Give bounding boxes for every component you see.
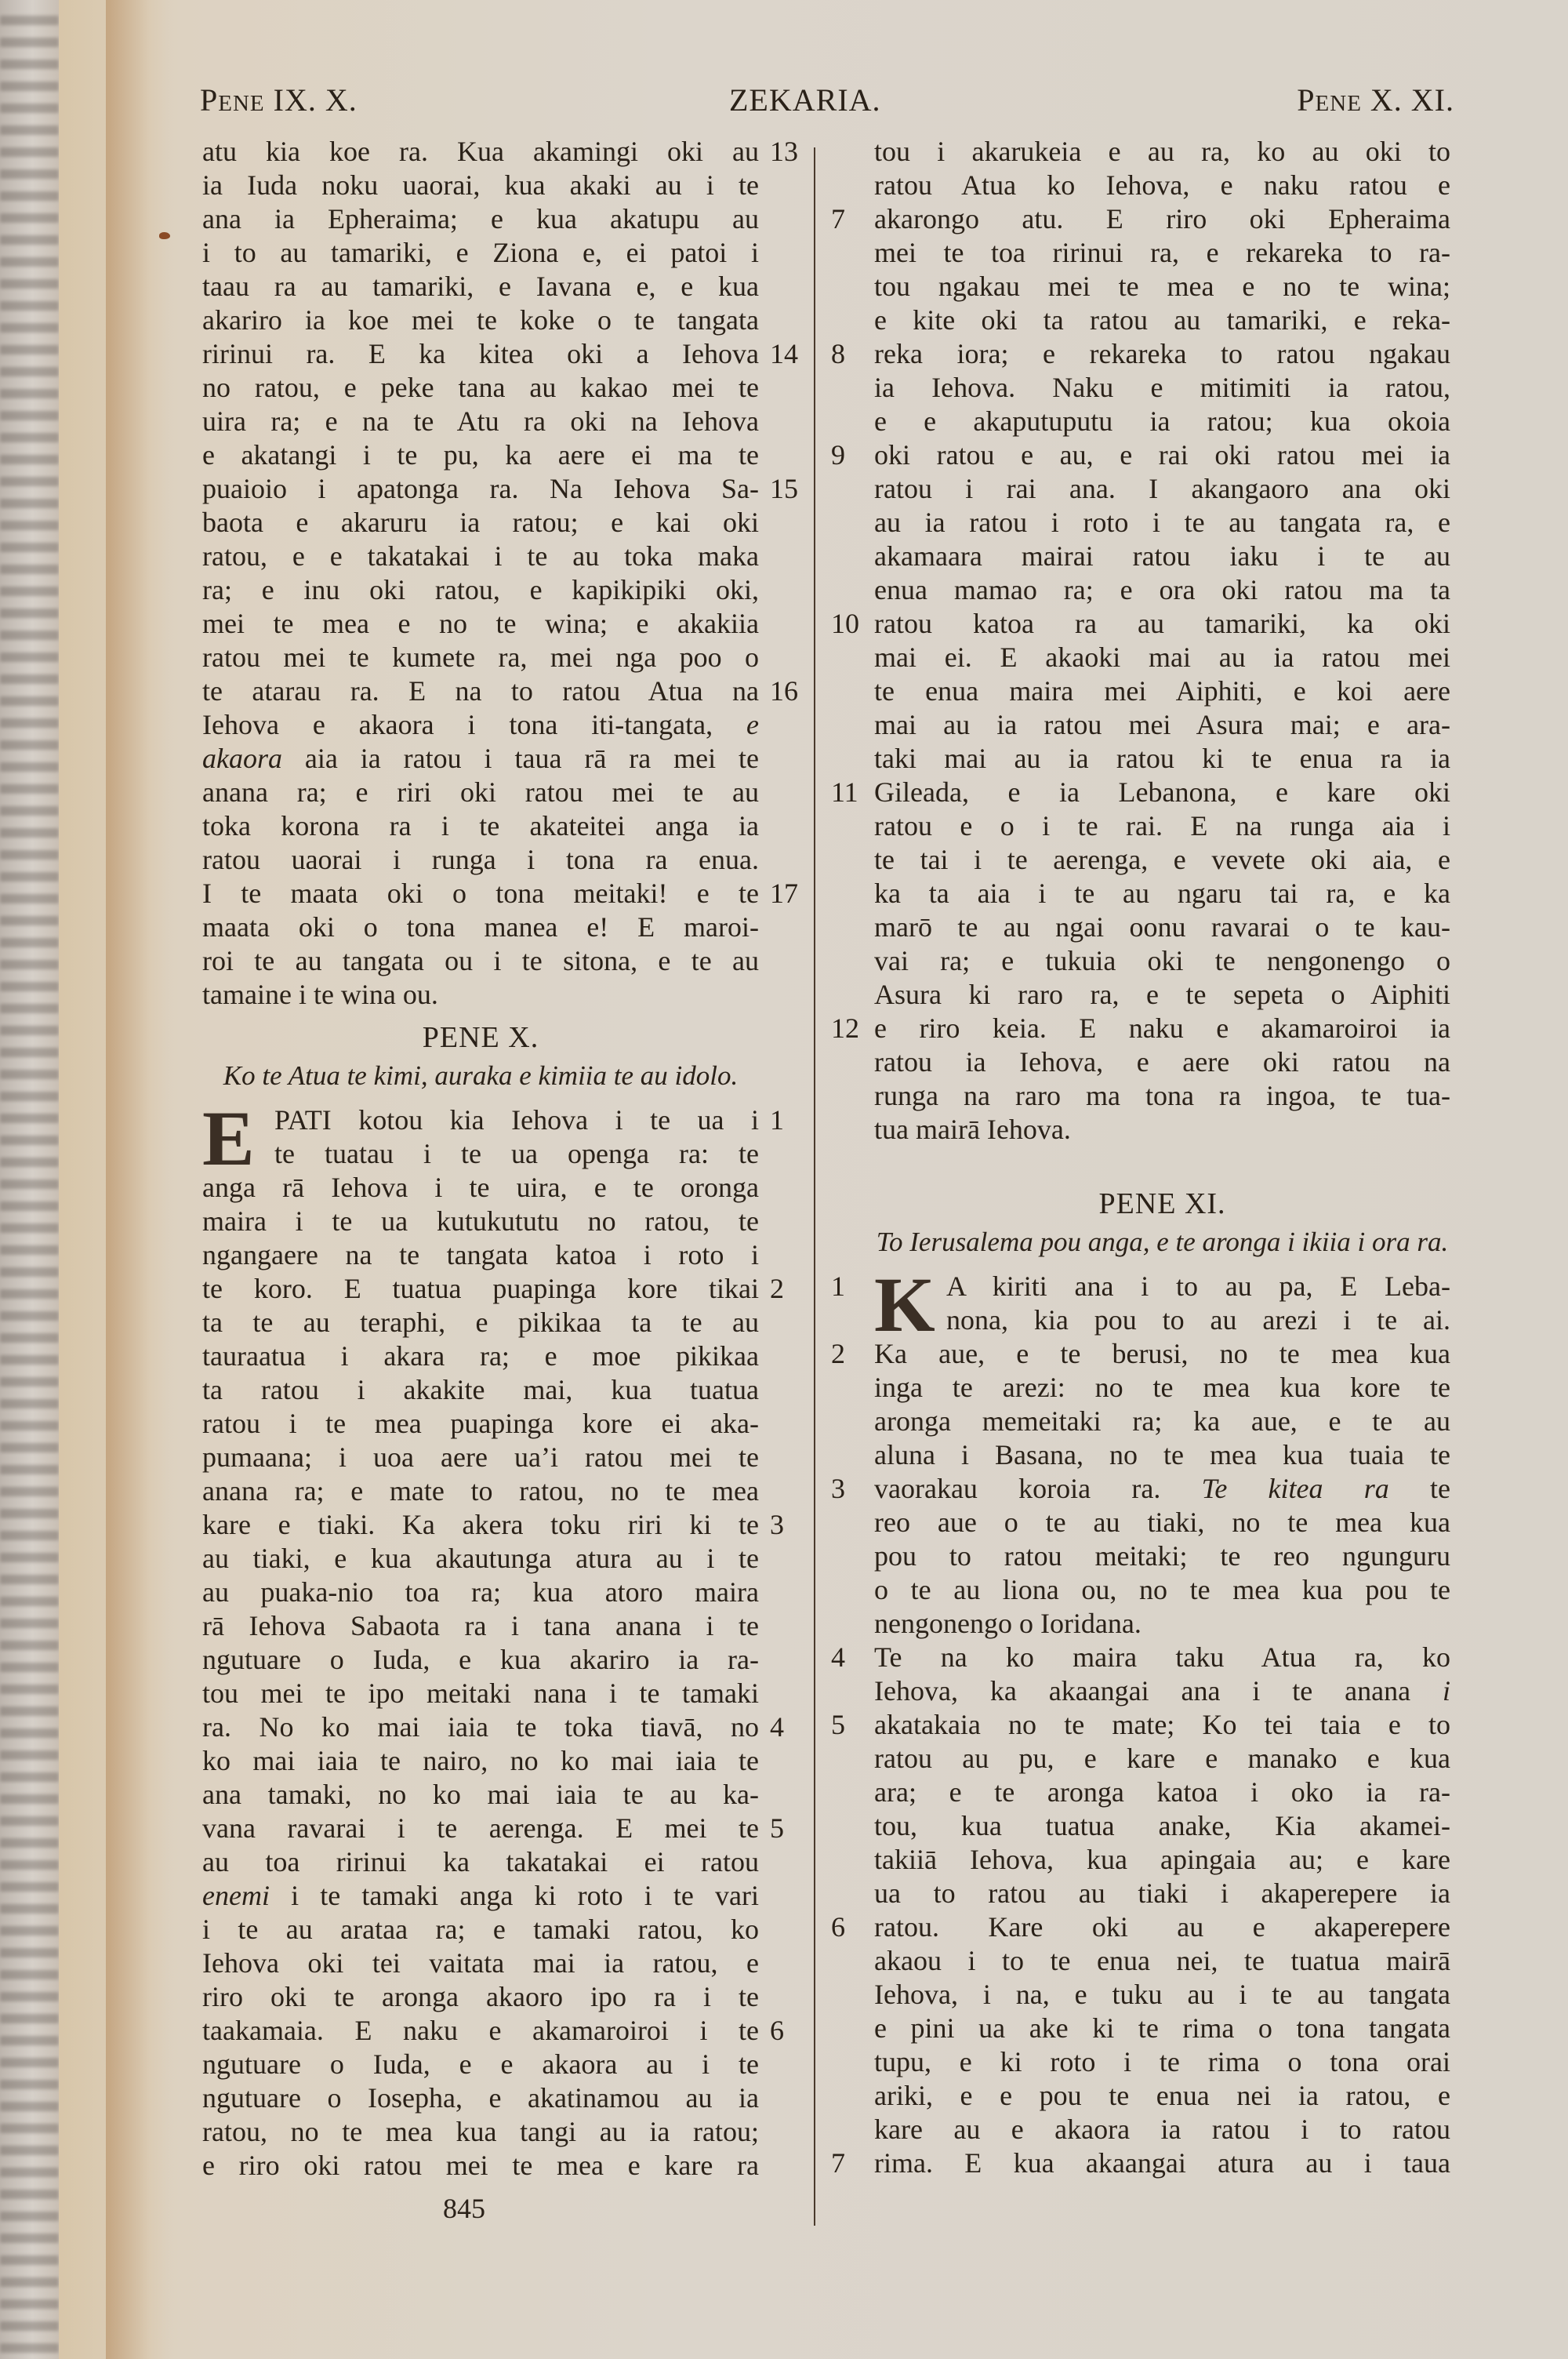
right-column <box>831 135 1450 2180</box>
left-column <box>202 135 798 2183</box>
chapter-summary-x: Ko te Atua te kimi, auraka e kimiia te au idolo. <box>223 1060 739 1091</box>
text-line <box>874 1776 1450 1809</box>
line-text: ua to ratou au tiaki i akaperepere ia <box>874 1877 1450 1909</box>
text-line <box>202 1845 759 1879</box>
verse-number: 6 <box>831 1911 845 1943</box>
text-line <box>202 270 759 304</box>
text-line <box>874 674 1450 708</box>
line-text: ratou e o i te rai. E na runga aia i <box>874 810 1450 841</box>
verse-number: 11 <box>831 776 858 808</box>
verse-number: 2 <box>831 1338 845 1369</box>
text-line <box>202 573 759 607</box>
text-line <box>874 506 1450 540</box>
verse-number: 3 <box>831 1473 845 1504</box>
line-text: ka ta aia i te au ngaru tai ra, e ka <box>874 878 1450 909</box>
text-line <box>202 2048 759 2081</box>
text-line <box>202 1576 759 1609</box>
text-line <box>874 1371 1450 1405</box>
text-line <box>831 1012 1450 1045</box>
text-line <box>874 1539 1450 1573</box>
text-line <box>874 1438 1450 1472</box>
line-text: nengonengo o Ioridana. <box>874 1608 1142 1639</box>
line-text: riro oki te aronga akaoro ipo ra i te <box>202 1981 759 2012</box>
text-line <box>202 1913 759 1946</box>
text-line <box>202 1710 784 1744</box>
text-line <box>202 877 798 911</box>
drop-cap: E <box>202 1095 255 1182</box>
chapter-xi-text <box>831 1337 1450 2180</box>
running-head-left <box>200 82 358 118</box>
line-text: vai ra; e tukuia oki te nengonengo o <box>874 945 1450 976</box>
verse-number: 15 <box>770 473 798 504</box>
line-text: maira i te ua kutukututu no ratou, te <box>202 1205 759 1237</box>
text-line <box>202 2014 784 2048</box>
line-text: akaora aia ia ratou i taua rā ra mei te <box>202 743 759 774</box>
running-head <box>200 82 1454 121</box>
line-text: te enua maira mei Aiphiti, e koi aere <box>874 675 1450 707</box>
line-text: Iehova e akaora i tona iti-tangata, e <box>202 709 759 740</box>
line-text: akatakaia no te mate; Ko tei taia e to <box>874 1709 1450 1740</box>
text-line <box>202 1407 759 1441</box>
line-text: mai ei. E akaoki mai au ia ratou mei <box>874 642 1450 673</box>
line-text: rima. E kua akaangai atura au i taua <box>874 2147 1450 2179</box>
verse-number: 6 <box>770 2015 784 2046</box>
text-line <box>202 944 759 978</box>
line-text: PATI kotou kia Iehova i te ua i <box>274 1104 759 1136</box>
line-text: roi te au tangata ou i te sitona, e te au <box>202 945 759 976</box>
line-text: ngangaere na te tangata katoa i roto i <box>202 1239 759 1270</box>
drop-cap: K <box>874 1261 935 1348</box>
line-text: mai au ia ratou mei Asura mai; e ara- <box>874 709 1450 740</box>
text-line <box>202 1238 759 1272</box>
line-text: vana ravarai i te aerenga. E mei te <box>202 1812 759 1844</box>
line-text: taau ra au tamariki, e Iavana e, e kua <box>202 271 759 302</box>
line-text: ratou au pu, e kare e manako e kua <box>874 1743 1450 1774</box>
text-line <box>831 1910 1450 1944</box>
line-text: ratou i rai ana. I akangaoro ana oki <box>874 473 1450 504</box>
facing-page-edge <box>0 0 59 2359</box>
text-line <box>874 2113 1450 2146</box>
text-line <box>202 1643 759 1677</box>
text-line <box>202 1609 759 1643</box>
line-text: vaorakau koroia ra. Te kitea ra te <box>874 1473 1451 1504</box>
line-text: rā Iehova Sabaota ra i tana anana i te <box>202 1610 759 1641</box>
verse-number: 17 <box>770 878 798 909</box>
text-line <box>202 1339 759 1373</box>
text-line <box>202 1306 759 1339</box>
line-text: akarongo atu. E riro oki Epheraima <box>874 203 1450 234</box>
text-line <box>202 708 759 742</box>
line-text: reka iora; e rekareka to ratou ngakau <box>874 338 1450 369</box>
text-line <box>202 135 798 169</box>
text-line <box>202 236 759 270</box>
text-line <box>202 169 759 202</box>
line-text: akariro ia koe mei te koke o te tangata <box>202 304 759 336</box>
column-rule <box>814 147 815 2226</box>
text-line <box>202 1879 759 1913</box>
verse-number: 10 <box>831 608 859 639</box>
line-text: marō te au ngai oonu ravarai o te kau- <box>874 911 1450 943</box>
line-text: aronga memeitaki ra; ka aue, e te au <box>874 1405 1450 1437</box>
line-text: ana tamaki, no ko mai iaia te au ka- <box>202 1779 759 1810</box>
text-line <box>202 540 759 573</box>
verse-number: 7 <box>831 2147 845 2179</box>
text-line <box>202 1980 759 2014</box>
line-text: i to au tamariki, e Ziona e, ei patoi i <box>202 237 759 268</box>
text-line <box>874 2012 1450 2045</box>
text-line <box>831 1472 1451 1506</box>
line-text: ko mai iaia te nairo, no ko mai iaia te <box>202 1745 759 1776</box>
text-line <box>202 809 759 843</box>
line-text: akaou i to te enua nei, te tuatua mairā <box>874 1945 1450 1976</box>
text-line <box>202 674 798 708</box>
running-head-book-title: ZEKARIA. <box>729 82 881 118</box>
line-text: reo aue o te au tiaki, no te mea kua <box>874 1507 1450 1538</box>
text-line <box>874 944 1450 978</box>
text-line <box>202 1373 759 1407</box>
text-line <box>874 573 1450 607</box>
text-line <box>202 1812 784 1845</box>
text-line <box>874 1607 1450 1641</box>
line-text: te tuatau i te ua openga ra: te <box>274 1138 759 1169</box>
page-number: 845 <box>443 2193 485 2224</box>
text-line <box>874 1045 1450 1079</box>
text-line <box>202 1744 759 1778</box>
text-line <box>202 1474 759 1508</box>
verse-number: 9 <box>831 439 845 471</box>
line-text: au tiaki, e kua akautunga atura au i te <box>202 1543 759 1574</box>
text-line <box>202 202 759 236</box>
ink-spot <box>159 232 170 239</box>
verse-number: 16 <box>770 675 798 707</box>
text-line <box>874 1877 1450 1910</box>
drop-cap-lines <box>202 1095 798 1182</box>
line-text: ratou, no te mea kua tangi au ia ratou; <box>202 2116 759 2147</box>
line-text: i te au arataa ra; e tamaki ratou, ko <box>202 1914 759 1945</box>
line-text: ratou mei te kumete ra, mei nga poo o <box>202 642 759 673</box>
line-text: ratou uaorai i runga i tona ra enua. <box>202 844 759 875</box>
text-line <box>202 978 759 1012</box>
verse-number: 13 <box>770 136 798 167</box>
text-line <box>874 1113 1450 1147</box>
text-line <box>831 2146 1450 2180</box>
text-line <box>202 1103 784 1137</box>
running-head-left-chapters: IX. X. <box>273 82 358 118</box>
line-text: ia Iuda noku uaorai, kua akaki au i te <box>202 169 759 201</box>
text-line <box>202 405 759 438</box>
line-text: e riro keia. E naku e akamaroiroi ia <box>874 1012 1450 1044</box>
text-line <box>874 1506 1450 1539</box>
line-text: ngutuare o Iosepha, e akatinamou au ia <box>202 2082 759 2114</box>
verse-number: 5 <box>770 1812 784 1844</box>
text-line <box>202 843 759 877</box>
text-line <box>874 1405 1450 1438</box>
line-text: pou to ratou meitaki; te reo ngunguru <box>874 1540 1450 1572</box>
line-text: au puaka-nio toa ra; kua atoro maira <box>202 1576 759 1608</box>
text-line <box>874 1674 1450 1708</box>
text-line <box>874 1843 1450 1877</box>
text-line <box>874 708 1450 742</box>
line-text: no ratou, e peke tana au kakao mei te <box>202 372 759 403</box>
text-line <box>831 438 1450 472</box>
line-text: e kite oki ta ratou au tamariki, e reka- <box>874 304 1450 336</box>
line-text: Te na ko maira taku Atua ra, ko <box>874 1641 1450 1673</box>
text-line <box>874 371 1450 405</box>
line-text: toka korona ra i te akateitei anga ia <box>202 810 759 841</box>
line-text: ratou Atua ko Iehova, e naku ratou e <box>874 169 1450 201</box>
running-head-right-chapters: X. XI. <box>1370 82 1454 118</box>
running-head-right-prefix: PENE <box>1297 82 1362 118</box>
line-text: ana ia Epheraima; e kua akatupu au <box>202 203 759 234</box>
text-line <box>874 1809 1450 1843</box>
text-line <box>202 742 759 776</box>
text-line <box>874 843 1450 877</box>
line-text: pumaana; i uoa aere ua’i ratou mei te <box>202 1441 759 1473</box>
line-text: anana ra; e riri oki ratou mei te au <box>202 776 759 808</box>
text-line <box>874 978 1450 1012</box>
text-line <box>202 371 759 405</box>
drop-cap-lines <box>831 1261 1450 1348</box>
text-line <box>874 1303 1450 1337</box>
verse-number: 2 <box>770 1273 784 1304</box>
line-text: ratou katoa ra au tamariki, ka oki <box>874 608 1450 639</box>
chapter-title-x: PENE X. <box>422 1021 539 1054</box>
text-line <box>202 1441 759 1474</box>
line-text: e pini ua ake ki te rima o tona tangata <box>874 2012 1450 2044</box>
line-text: ratou. Kare oki au e akaperepere <box>874 1911 1450 1943</box>
line-text: atu kia koe ra. Kua akamingi oki au <box>202 136 759 167</box>
text-line <box>202 641 759 674</box>
text-line <box>831 1337 1450 1371</box>
text-line <box>202 776 759 809</box>
text-line <box>202 911 759 944</box>
line-text: te atarau ra. E na to ratou Atua na <box>202 675 759 707</box>
line-text: tou i akarukeia e au ra, ko au oki to <box>874 136 1450 167</box>
line-text: akamaara mairai ratou iaku i te au <box>874 540 1450 572</box>
text-line <box>202 607 759 641</box>
text-line <box>202 438 759 472</box>
running-head-left-prefix: PENE <box>200 82 265 118</box>
chapter-xi-opening <box>831 1261 1450 1348</box>
line-text: A kiriti ana i to au pa, E Leba- <box>946 1270 1450 1302</box>
chapter-x-text <box>202 1171 798 2183</box>
line-text: ta te au teraphi, e pikikaa ta te au <box>202 1307 759 1338</box>
text-line <box>874 809 1450 843</box>
text-line <box>874 2045 1450 2079</box>
text-line <box>831 1708 1450 1742</box>
chapter-x-opening <box>202 1095 798 1182</box>
verse-number: 1 <box>770 1104 784 1136</box>
line-text: ta ratou i akakite mai, kua tuatua <box>202 1374 759 1405</box>
line-text: tou ngakau mei te mea e no te wina; <box>874 271 1450 302</box>
line-text: taki mai au ia ratou ki te enua ra ia <box>874 743 1450 774</box>
text-line <box>874 911 1450 944</box>
left-column-text-before-chapter <box>202 135 798 1012</box>
text-line <box>874 304 1450 337</box>
line-text: ratou, e e takatakai i te au toka maka <box>202 540 759 572</box>
line-text: e riro oki ratou mei te mea e kare ra <box>202 2150 759 2181</box>
text-line <box>202 2081 759 2115</box>
line-text: anana ra; e mate to ratou, no te mea <box>202 1475 759 1507</box>
text-line <box>874 236 1450 270</box>
text-line <box>874 1944 1450 1978</box>
text-line <box>831 337 1450 371</box>
running-head-right <box>1297 82 1454 118</box>
text-line <box>874 169 1450 202</box>
line-text: Iehova, i na, e tuku au i te au tangata <box>874 1979 1450 2010</box>
line-text: nona, kia pou to au arezi i te ai. <box>946 1304 1450 1336</box>
text-line <box>831 607 1450 641</box>
text-line <box>202 1778 759 1812</box>
line-text: takiiā Iehova, kua apingaia au; e kare <box>874 1844 1450 1875</box>
line-text: kare au e akaora ia ratou i to ratou <box>874 2114 1450 2145</box>
text-line <box>874 742 1450 776</box>
verse-number: 8 <box>831 338 845 369</box>
right-column-text-before-chapter <box>831 135 1450 1147</box>
line-text: runga na raro ma tona ra ingoa, te tua- <box>874 1080 1450 1111</box>
line-text: ra; e inu oki ratou, e kapikipiki oki, <box>202 574 759 605</box>
text-line <box>202 1171 759 1205</box>
text-line <box>874 1978 1450 2012</box>
line-text: oki ratou e au, e rai oki ratou mei ia <box>874 439 1450 471</box>
text-line <box>202 1137 759 1171</box>
line-text: ariki, e e pou te enua nei ia ratou, e <box>874 2080 1450 2111</box>
line-text: mei te toa ririnui ra, e rekareka to ra- <box>874 237 1450 268</box>
line-text: enua mamao ra; e ora oki ratou ma ta <box>874 574 1450 605</box>
line-text: tamaine i te wina ou. <box>202 979 438 1010</box>
line-text: Ka aue, e te berusi, no te mea kua <box>874 1338 1450 1369</box>
line-text: ngutuare o Iuda, e kua akariro ia ra- <box>202 1644 759 1675</box>
text-line <box>202 1946 759 1980</box>
text-line <box>874 1573 1450 1607</box>
line-text: aluna i Basana, no te mea kua tuaia te <box>874 1439 1450 1470</box>
chapter-title-xi: PENE XI. <box>1098 1187 1226 1220</box>
line-text: Iehova oki tei vaitata mai ia ratou, e <box>202 1947 759 1979</box>
verse-number: 4 <box>770 1711 784 1743</box>
text-line <box>874 641 1450 674</box>
line-text: anga rā Iehova i te uira, e te oronga <box>202 1172 759 1203</box>
line-text: baota e akaruru ia ratou; e kai oki <box>202 507 759 538</box>
text-line <box>202 1508 784 1542</box>
line-text: e e akaputuputu ia ratou; kua okoia <box>874 405 1450 437</box>
text-line <box>831 1270 1450 1303</box>
line-text: puaioio i apatonga ra. Na Iehova Sa- <box>202 473 759 504</box>
facing-page-text-blur <box>0 16 59 2353</box>
line-text: au toa ririnui ka takatakai ei ratou <box>202 1846 759 1877</box>
text-line <box>831 1641 1450 1674</box>
text-line <box>202 2115 759 2149</box>
text-line <box>874 1742 1450 1776</box>
line-text: Iehova, ka akaangai ana i te anana i <box>874 1675 1450 1707</box>
text-line <box>831 776 1450 809</box>
line-text: au ia ratou i roto i te au tangata ra, e <box>874 507 1450 538</box>
line-text: ririnui ra. E ka kitea oki a Iehova <box>202 338 759 369</box>
text-line <box>874 270 1450 304</box>
verse-number: 12 <box>831 1012 859 1044</box>
text-line <box>874 877 1450 911</box>
line-text: ratou i te mea puapinga kore ei aka- <box>202 1408 759 1439</box>
line-text: I te maata oki o tona meitaki! e te <box>202 878 759 909</box>
verse-number: 14 <box>770 338 798 369</box>
text-line <box>874 540 1450 573</box>
line-text: Asura ki raro ra, e te sepeta o Aiphiti <box>874 979 1450 1010</box>
line-text: kare e tiaki. Ka akera toku riri ki te <box>202 1509 759 1540</box>
verse-number: 5 <box>831 1709 845 1740</box>
line-text: enemi i te tamaki anga ki roto i te vari <box>202 1880 759 1911</box>
gutter-shadow <box>106 0 169 2359</box>
line-text: ngutuare o Iuda, e e akaora au i te <box>202 2048 759 2080</box>
line-text: ra. No ko mai iaia te toka tiavā, no <box>202 1711 759 1743</box>
chapter-summary-xi: To Ierusalema pou anga, e te aronga i ikiia i ora ra. <box>876 1227 1449 1257</box>
line-text: e akatangi i te pu, ka aere ei ma te <box>202 439 759 471</box>
line-text: ratou ia Iehova, e aere oki ratou na <box>874 1046 1450 1078</box>
text-line <box>874 135 1450 169</box>
line-text: te koro. E tuatua puapinga kore tikai <box>202 1273 759 1304</box>
line-text: tauraatua i akara ra; e moe pikikaa <box>202 1340 759 1372</box>
line-text: mei te mea e no te wina; e akakiia <box>202 608 759 639</box>
line-text: o te au liona ou, no te mea kua pou te <box>874 1574 1450 1605</box>
line-text: tupu, e ki roto i te rima o tona orai <box>874 2046 1450 2077</box>
line-text: tou mei te ipo meitaki nana i te tamaki <box>202 1677 759 1709</box>
text-line <box>202 2149 759 2183</box>
line-text: inga te arezi: no te mea kua kore te <box>874 1372 1450 1403</box>
text-line <box>202 337 798 371</box>
text-line <box>202 1272 784 1306</box>
verse-number: 1 <box>831 1270 845 1302</box>
text-line <box>874 2079 1450 2113</box>
text-line <box>202 472 798 506</box>
text-line <box>831 202 1450 236</box>
text-line <box>874 1079 1450 1113</box>
verse-number: 3 <box>770 1509 784 1540</box>
text-line <box>202 304 759 337</box>
text-line <box>202 506 759 540</box>
line-text: ia Iehova. Naku e mitimiti ia ratou, <box>874 372 1450 403</box>
text-line <box>202 1205 759 1238</box>
line-text: Gileada, e ia Lebanona, e kare oki <box>874 776 1450 808</box>
verse-number: 4 <box>831 1641 845 1673</box>
text-line <box>202 1542 759 1576</box>
text-line <box>202 1677 759 1710</box>
line-text: ara; e te aronga katoa i oko ia ra- <box>874 1776 1450 1808</box>
line-text: maata oki o tona manea e! E maroi- <box>202 911 759 943</box>
line-text: uira ra; e na te Atu ra oki na Iehova <box>202 405 759 437</box>
line-text: tua mairā Iehova. <box>874 1114 1071 1145</box>
line-text: te tai i te aerenga, e vevete oki aia, e <box>874 844 1450 875</box>
line-text: taakamaia. E naku e akamaroiroi i te <box>202 2015 759 2046</box>
line-text: tou, kua tuatua anake, Kia akamei- <box>874 1810 1450 1841</box>
text-line <box>874 405 1450 438</box>
verse-number: 7 <box>831 203 845 234</box>
text-line <box>874 472 1450 506</box>
